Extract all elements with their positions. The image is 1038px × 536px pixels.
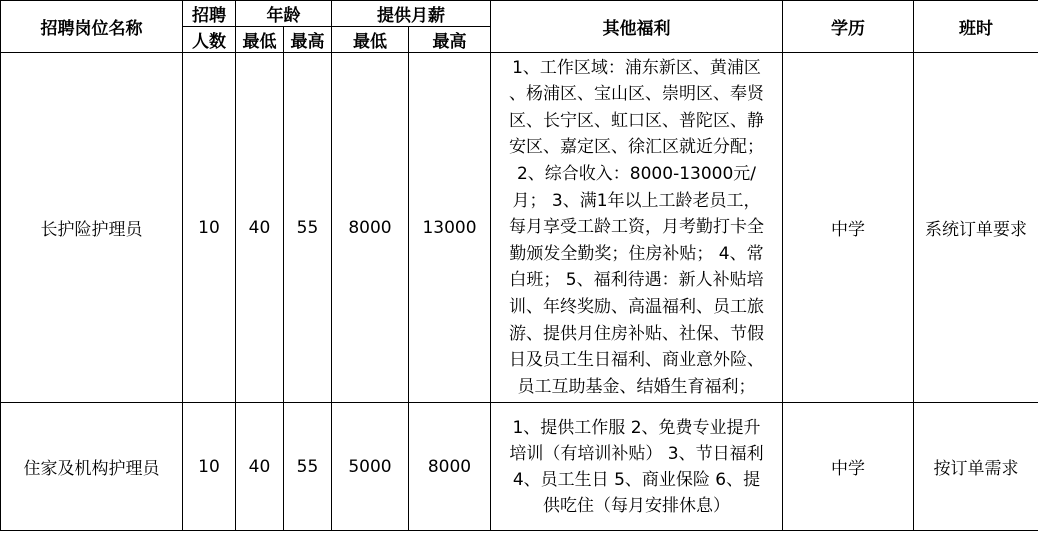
cell-age-min: 40 (236, 403, 284, 531)
cell-position: 住家及机构护理员 (1, 403, 183, 531)
cell-age-max: 55 (284, 403, 332, 531)
cell-shift: 系统订单要求 (914, 53, 1038, 403)
cell-position: 长护险护理员 (1, 53, 183, 403)
header-benefits: 其他福利 (491, 1, 783, 53)
header-age-min: 最低 (236, 27, 284, 53)
header-salary-max: 最高 (409, 27, 491, 53)
cell-benefits: 1、工作区域：浦东新区、黄浦区 、杨浦区、宝山区、崇明区、奉贤 区、长宁区、虹口区、普陀区、静 安区、嘉定区、徐汇区就近分配； 2、综合收入：8000-13000元/ 月； 3、满1年以上工龄老员工， 每月享受工龄工资，月考勤打卡全 勤颁发全勤奖；住房补贴； 4、常 白班； 5、福利待遇：新人补贴培 训、年终奖励、高温福利、员工旅 游、提供月住房补贴、社保、节假 日及员工生日福利、商业意外险、 员工互助基金、结婚生育福利； (491, 53, 783, 403)
table-row (1, 403, 1038, 531)
cell-shift: 按订单需求 (914, 403, 1038, 531)
header-age: 年龄 (236, 1, 332, 27)
header-headcount-line1: 招聘 (183, 1, 236, 27)
cell-salary-max: 13000 (409, 53, 491, 403)
cell-education: 中学 (783, 53, 914, 403)
cell-age-max: 55 (284, 53, 332, 403)
header-age-max: 最高 (284, 27, 332, 53)
cell-headcount: 10 (183, 403, 236, 531)
cell-salary-min: 8000 (332, 53, 409, 403)
header-position: 招聘岗位名称 (1, 1, 183, 53)
cell-age-min: 40 (236, 53, 284, 403)
header-headcount-line2: 人数 (183, 27, 236, 53)
cell-benefits: 1、提供工作服 2、免费专业提升 培训（有培训补贴） 3、节日福利 4、员工生日 5、商业保险 6、提 供吃住（每月安排休息） (491, 403, 783, 531)
cell-salary-min: 5000 (332, 403, 409, 531)
cell-education: 中学 (783, 403, 914, 531)
header-salary: 提供月薪 (332, 1, 491, 27)
cell-salary-max: 8000 (409, 403, 491, 531)
table-row (1, 53, 1038, 403)
header-shift: 班时 (914, 1, 1038, 53)
header-education: 学历 (783, 1, 914, 53)
cell-headcount: 10 (183, 53, 236, 403)
header-salary-min: 最低 (332, 27, 409, 53)
